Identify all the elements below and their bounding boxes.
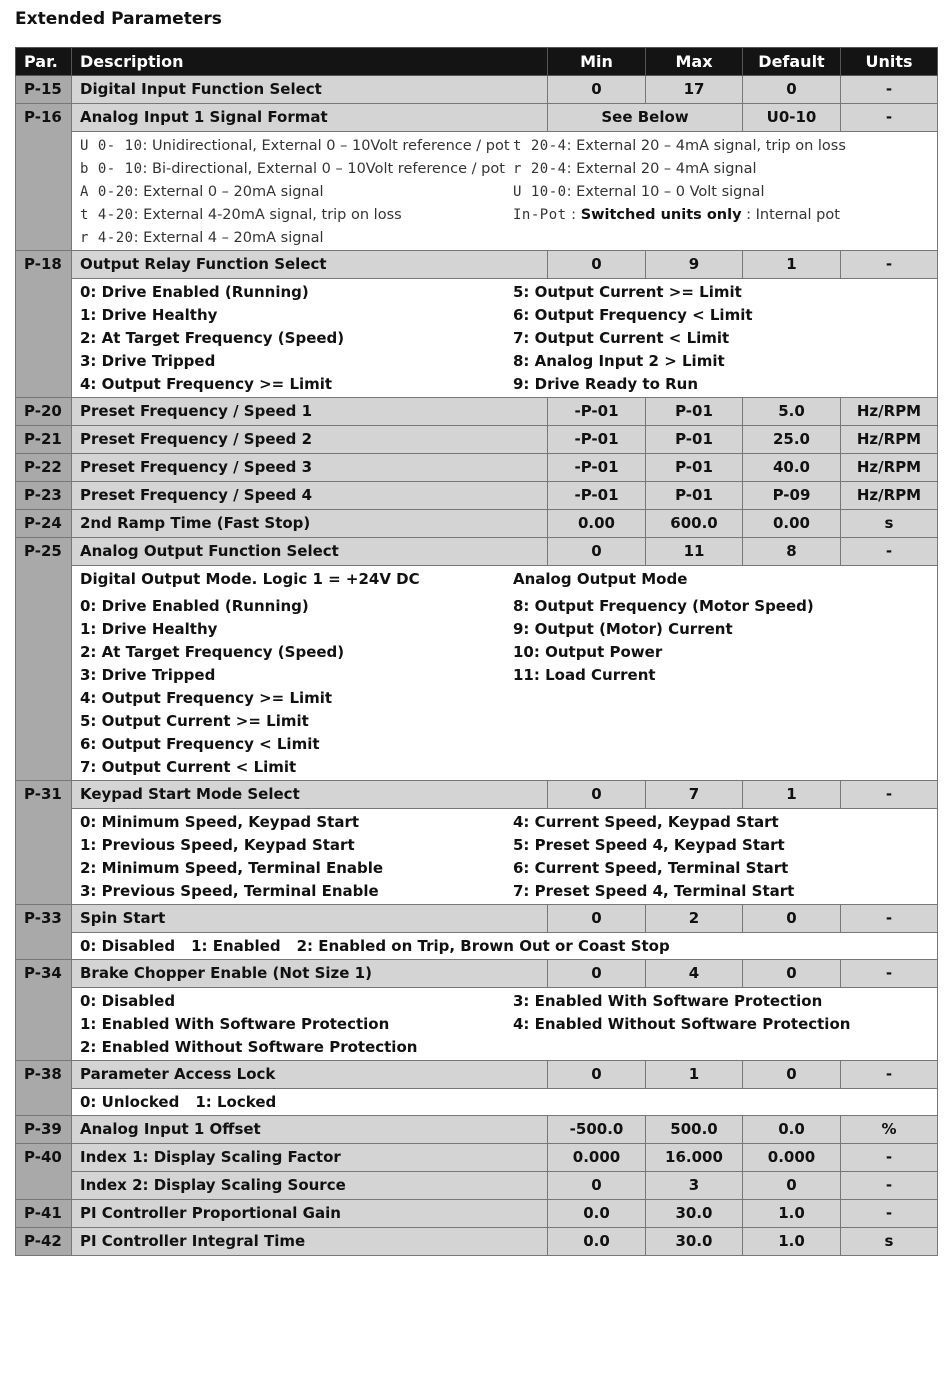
param-row-p42: [16, 1228, 938, 1256]
param-id: P-20: [16, 398, 72, 426]
param-min: -P-01: [548, 482, 646, 510]
option-item: 7: Output Current < Limit: [80, 758, 297, 776]
param-row-p40-index2: [16, 1172, 938, 1200]
param-units: -: [841, 960, 938, 988]
option-text: : Internal pot: [741, 207, 840, 223]
display-code: t 20-4: [513, 138, 567, 154]
param-max: P-01: [646, 426, 743, 454]
option-item: 1: Drive Healthy: [80, 620, 218, 638]
option-list: [72, 132, 938, 251]
param-min: 0.00: [548, 510, 646, 538]
option-list: [72, 933, 938, 960]
option-item: 1: Enabled With Software Protection: [80, 1015, 390, 1033]
param-min: 0: [548, 1061, 646, 1089]
param-min: 0: [548, 538, 646, 566]
param-min: 0: [548, 76, 646, 104]
header-default: Default: [743, 48, 841, 76]
option-item: 1: Locked: [195, 1093, 277, 1111]
option-item: 7: Preset Speed 4, Terminal Start: [513, 882, 795, 900]
option-item: 0: Drive Enabled (Running): [80, 597, 309, 615]
option-item: 8: Output Frequency (Motor Speed): [513, 597, 814, 615]
option-item: 4: Enabled Without Software Protection: [513, 1015, 851, 1033]
param-min: -P-01: [548, 454, 646, 482]
param-description: Analog Output Function Select: [72, 538, 548, 566]
param-min: 0.0: [548, 1228, 646, 1256]
param-detail-p31: [16, 809, 938, 905]
param-description: PI Controller Proportional Gain: [72, 1200, 548, 1228]
option-item: 5: Output Current >= Limit: [80, 712, 309, 730]
param-units: Hz/RPM: [841, 426, 938, 454]
header-units: Units: [841, 48, 938, 76]
option-item: 6: Output Frequency < Limit: [513, 306, 753, 324]
param-row-p18: [16, 251, 938, 279]
param-units: Hz/RPM: [841, 398, 938, 426]
param-row-p22: [16, 454, 938, 482]
param-units: s: [841, 1228, 938, 1256]
option-item: 2: At Target Frequency (Speed): [80, 329, 345, 347]
param-max: 7: [646, 781, 743, 809]
param-id: P-34: [16, 960, 72, 1061]
param-description: Analog Input 1 Offset: [72, 1116, 548, 1144]
param-description: Index 1: Display Scaling Factor: [72, 1144, 548, 1172]
option-item: 0: Disabled: [80, 992, 176, 1010]
display-code: U 10-0: [513, 184, 567, 200]
display-code: r 4-20: [80, 230, 134, 246]
option-item: 2: At Target Frequency (Speed): [80, 643, 345, 661]
param-units: -: [841, 905, 938, 933]
param-id: P-24: [16, 510, 72, 538]
option-item: 5: Preset Speed 4, Keypad Start: [513, 836, 785, 854]
param-max: 16.000: [646, 1144, 743, 1172]
param-default: 8: [743, 538, 841, 566]
param-max: 1: [646, 1061, 743, 1089]
param-max: 30.0: [646, 1228, 743, 1256]
option-group-heading: Digital Output Mode. Logic 1 = +24V DC: [80, 570, 420, 588]
option-group-heading: Analog Output Mode: [513, 570, 688, 588]
param-max: 3: [646, 1172, 743, 1200]
param-min: 0: [548, 781, 646, 809]
parameter-table: [15, 47, 938, 1256]
option-list: [72, 988, 938, 1061]
param-id: P-25: [16, 538, 72, 781]
param-units: -: [841, 1061, 938, 1089]
param-description: Keypad Start Mode Select: [72, 781, 548, 809]
header-max: Max: [646, 48, 743, 76]
param-description: Spin Start: [72, 905, 548, 933]
param-default: 1: [743, 781, 841, 809]
param-max: P-01: [646, 482, 743, 510]
option-list: [72, 279, 938, 398]
param-description: Preset Frequency / Speed 2: [72, 426, 548, 454]
option-item: 7: Output Current < Limit: [513, 329, 730, 347]
param-range: See Below: [548, 104, 743, 132]
option-item: 0: Minimum Speed, Keypad Start: [80, 813, 360, 831]
param-row-p16: [16, 104, 938, 132]
param-max: 11: [646, 538, 743, 566]
param-max: 600.0: [646, 510, 743, 538]
param-id: P-40: [16, 1144, 72, 1200]
option-item: 4: Current Speed, Keypad Start: [513, 813, 779, 831]
param-units: Hz/RPM: [841, 482, 938, 510]
param-min: 0.0: [548, 1200, 646, 1228]
param-min: 0.000: [548, 1144, 646, 1172]
param-default: 5.0: [743, 398, 841, 426]
param-row-p15: [16, 76, 938, 104]
display-code: b 0- 10: [80, 161, 143, 177]
param-detail-p18: [16, 279, 938, 398]
param-row-p20: [16, 398, 938, 426]
option-text: : External 20 – 4mA signal: [566, 161, 757, 177]
option-item: 5: Output Current >= Limit: [513, 283, 742, 301]
option-item: 4: Output Frequency >= Limit: [80, 689, 333, 707]
param-id: P-39: [16, 1116, 72, 1144]
param-default: 25.0: [743, 426, 841, 454]
param-max: 4: [646, 960, 743, 988]
param-row-p24: [16, 510, 938, 538]
display-code: t 4-20: [80, 207, 134, 223]
param-default: 0.00: [743, 510, 841, 538]
param-min: -P-01: [548, 398, 646, 426]
param-detail-p25: [16, 566, 938, 781]
param-description: PI Controller Integral Time: [72, 1228, 548, 1256]
option-emphasis: Switched units only: [580, 207, 742, 223]
display-code: In-Pot: [513, 207, 567, 223]
param-max: 9: [646, 251, 743, 279]
option-item: 3: Drive Tripped: [80, 666, 216, 684]
param-id: P-18: [16, 251, 72, 398]
param-id: P-15: [16, 76, 72, 104]
option-text: : External 4 – 20mA signal: [133, 230, 324, 246]
param-id: P-41: [16, 1200, 72, 1228]
param-default: 0: [743, 1061, 841, 1089]
param-row-p23: [16, 482, 938, 510]
param-units: s: [841, 510, 938, 538]
option-text: : External 0 – 20mA signal: [133, 184, 324, 200]
param-row-p40: [16, 1144, 938, 1172]
option-item: 3: Previous Speed, Terminal Enable: [80, 882, 379, 900]
option-item: 10: Output Power: [513, 643, 663, 661]
param-id: P-23: [16, 482, 72, 510]
option-item: 3: Enabled With Software Protection: [513, 992, 823, 1010]
param-id: P-21: [16, 426, 72, 454]
param-min: 0: [548, 960, 646, 988]
param-description: Analog Input 1 Signal Format: [72, 104, 548, 132]
param-description: Parameter Access Lock: [72, 1061, 548, 1089]
option-item: 9: Drive Ready to Run: [513, 375, 699, 393]
option-list: [72, 1089, 938, 1116]
param-max: 17: [646, 76, 743, 104]
param-max: P-01: [646, 454, 743, 482]
header-par: Par.: [16, 48, 72, 76]
param-description: Preset Frequency / Speed 3: [72, 454, 548, 482]
option-item: 2: Enabled Without Software Protection: [80, 1038, 418, 1056]
param-units: -: [841, 76, 938, 104]
param-row-p38: [16, 1061, 938, 1089]
param-min: 0: [548, 1172, 646, 1200]
param-default: 1.0: [743, 1200, 841, 1228]
param-units: -: [841, 538, 938, 566]
param-units: %: [841, 1116, 938, 1144]
param-row-p31: [16, 781, 938, 809]
param-default: U0-10: [743, 104, 841, 132]
param-row-p33: [16, 905, 938, 933]
param-default: P-09: [743, 482, 841, 510]
option-item: 1: Drive Healthy: [80, 306, 218, 324]
param-row-p34: [16, 960, 938, 988]
param-row-p21: [16, 426, 938, 454]
param-row-p25: [16, 538, 938, 566]
option-text: : External 10 – 0 Volt signal: [566, 184, 765, 200]
param-units: -: [841, 251, 938, 279]
param-units: -: [841, 781, 938, 809]
param-max: 30.0: [646, 1200, 743, 1228]
param-description: Digital Input Function Select: [72, 76, 548, 104]
param-default: 0.0: [743, 1116, 841, 1144]
option-item: 11: Load Current: [513, 666, 656, 684]
param-id: P-33: [16, 905, 72, 960]
param-min: 0: [548, 905, 646, 933]
option-list: [72, 809, 938, 905]
option-item: 8: Analog Input 2 > Limit: [513, 352, 725, 370]
param-default: 0: [743, 76, 841, 104]
param-description: Preset Frequency / Speed 4: [72, 482, 548, 510]
option-item: 9: Output (Motor) Current: [513, 620, 733, 638]
param-description: Index 2: Display Scaling Source: [72, 1172, 548, 1200]
param-description: Preset Frequency / Speed 1: [72, 398, 548, 426]
param-detail-p34: [16, 988, 938, 1061]
param-min: 0: [548, 251, 646, 279]
param-row-p41: [16, 1200, 938, 1228]
option-item: 1: Enabled: [191, 937, 281, 955]
param-detail-p16: [16, 132, 938, 251]
param-default: 0: [743, 905, 841, 933]
param-description: 2nd Ramp Time (Fast Stop): [72, 510, 548, 538]
param-min: -500.0: [548, 1116, 646, 1144]
param-id: P-42: [16, 1228, 72, 1256]
param-description: Brake Chopper Enable (Not Size 1): [72, 960, 548, 988]
option-item: 4: Output Frequency >= Limit: [80, 375, 333, 393]
param-id: P-31: [16, 781, 72, 905]
param-default: 0: [743, 960, 841, 988]
param-default: 40.0: [743, 454, 841, 482]
param-max: P-01: [646, 398, 743, 426]
param-default: 1: [743, 251, 841, 279]
page-title: Extended Parameters: [15, 9, 222, 29]
option-item: 2: Minimum Speed, Terminal Enable: [80, 859, 384, 877]
display-code: r 20-4: [513, 161, 567, 177]
param-default: 0: [743, 1172, 841, 1200]
param-id: P-38: [16, 1061, 72, 1116]
param-max: 500.0: [646, 1116, 743, 1144]
param-units: -: [841, 104, 938, 132]
param-units: -: [841, 1172, 938, 1200]
param-description: Output Relay Function Select: [72, 251, 548, 279]
param-detail-p38: [16, 1089, 938, 1116]
param-min: -P-01: [548, 426, 646, 454]
option-text: : Bi-directional, External 0 – 10Volt reference / pot: [142, 161, 505, 177]
header-min: Min: [548, 48, 646, 76]
option-item: 2: Enabled on Trip, Brown Out or Coast Stop: [296, 937, 670, 955]
param-id: P-22: [16, 454, 72, 482]
option-item: 6: Current Speed, Terminal Start: [513, 859, 789, 877]
param-max: 2: [646, 905, 743, 933]
display-code: U 0- 10: [80, 138, 143, 154]
param-row-p39: [16, 1116, 938, 1144]
option-list: [72, 566, 938, 781]
header-row: [16, 48, 938, 76]
param-units: Hz/RPM: [841, 454, 938, 482]
param-detail-p33: [16, 933, 938, 960]
option-item: 0: Disabled: [80, 937, 176, 955]
option-item: 1: Previous Speed, Keypad Start: [80, 836, 355, 854]
param-default: 0.000: [743, 1144, 841, 1172]
option-text: : External 4-20mA signal, trip on loss: [133, 207, 402, 223]
option-item: 0: Drive Enabled (Running): [80, 283, 309, 301]
header-description: Description: [72, 48, 548, 76]
option-separator: :: [566, 207, 581, 223]
option-item: 3: Drive Tripped: [80, 352, 216, 370]
display-code: A 0-20: [80, 184, 134, 200]
option-item: 0: Unlocked: [80, 1093, 180, 1111]
option-text: : Unidirectional, External 0 – 10Volt reference / pot: [142, 138, 510, 154]
option-text: : External 20 – 4mA signal, trip on loss: [566, 138, 846, 154]
param-units: -: [841, 1200, 938, 1228]
param-units: -: [841, 1144, 938, 1172]
param-id: P-16: [16, 104, 72, 251]
param-default: 1.0: [743, 1228, 841, 1256]
option-item: 6: Output Frequency < Limit: [80, 735, 320, 753]
